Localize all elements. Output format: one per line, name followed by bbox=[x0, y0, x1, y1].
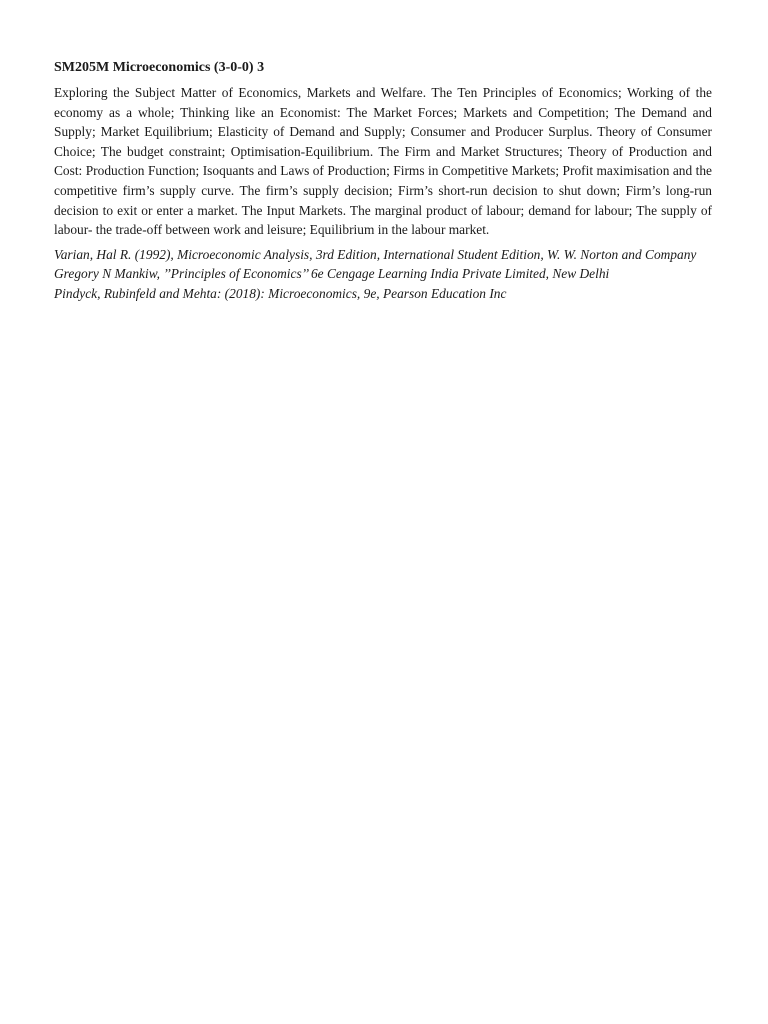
document-content bbox=[54, 58, 712, 303]
reference-item: Gregory N Mankiw, ’’Principles of Economics’’ 6e Cengage Learning India Private Limited, New Delhi bbox=[54, 266, 610, 282]
reference-item: Pindyck, Rubinfeld and Mehta: (2018): Microeconomics, 9e, Pearson Education Inc bbox=[54, 285, 507, 301]
reference-list bbox=[54, 245, 712, 303]
course-title: SM205M Microeconomics (3-0-0) 3 bbox=[54, 60, 265, 75]
reference-item: Varian, Hal R. (1992), Microeconomic Analysis, 3rd Edition, International Student Edition, W. W. Norton and Company bbox=[54, 246, 697, 262]
syllabus-paragraph: Exploring the Subject Matter of Economics, Markets and Welfare. The Ten Principles of Economics; Working of the economy as a whole; Thinking like an Economist: The Market Forces; Markets and Competition; The Demand and Supply; Market Equilibrium; Elasticity of Demand and Supply; Consumer and Producer Surplus. Theory of Consumer Choice; The budget constraint; Optimisation-Equilibrium. The Firm and Market Structures; Theory of Production and Cost: Production Function; Isoquants and Laws of Production; Firms in Competitive Markets; Profit maximisation and the competitive firm’s supply curve. The firm’s supply decision; Firm’s short-run decision to shut down; Firm’s long-run decision to exit or enter a market. The Input Markets. The marginal product of labour; demand for labour; The supply of labour- the trade-off between work and leisure; Equilibrium in the labour market. bbox=[54, 85, 712, 238]
